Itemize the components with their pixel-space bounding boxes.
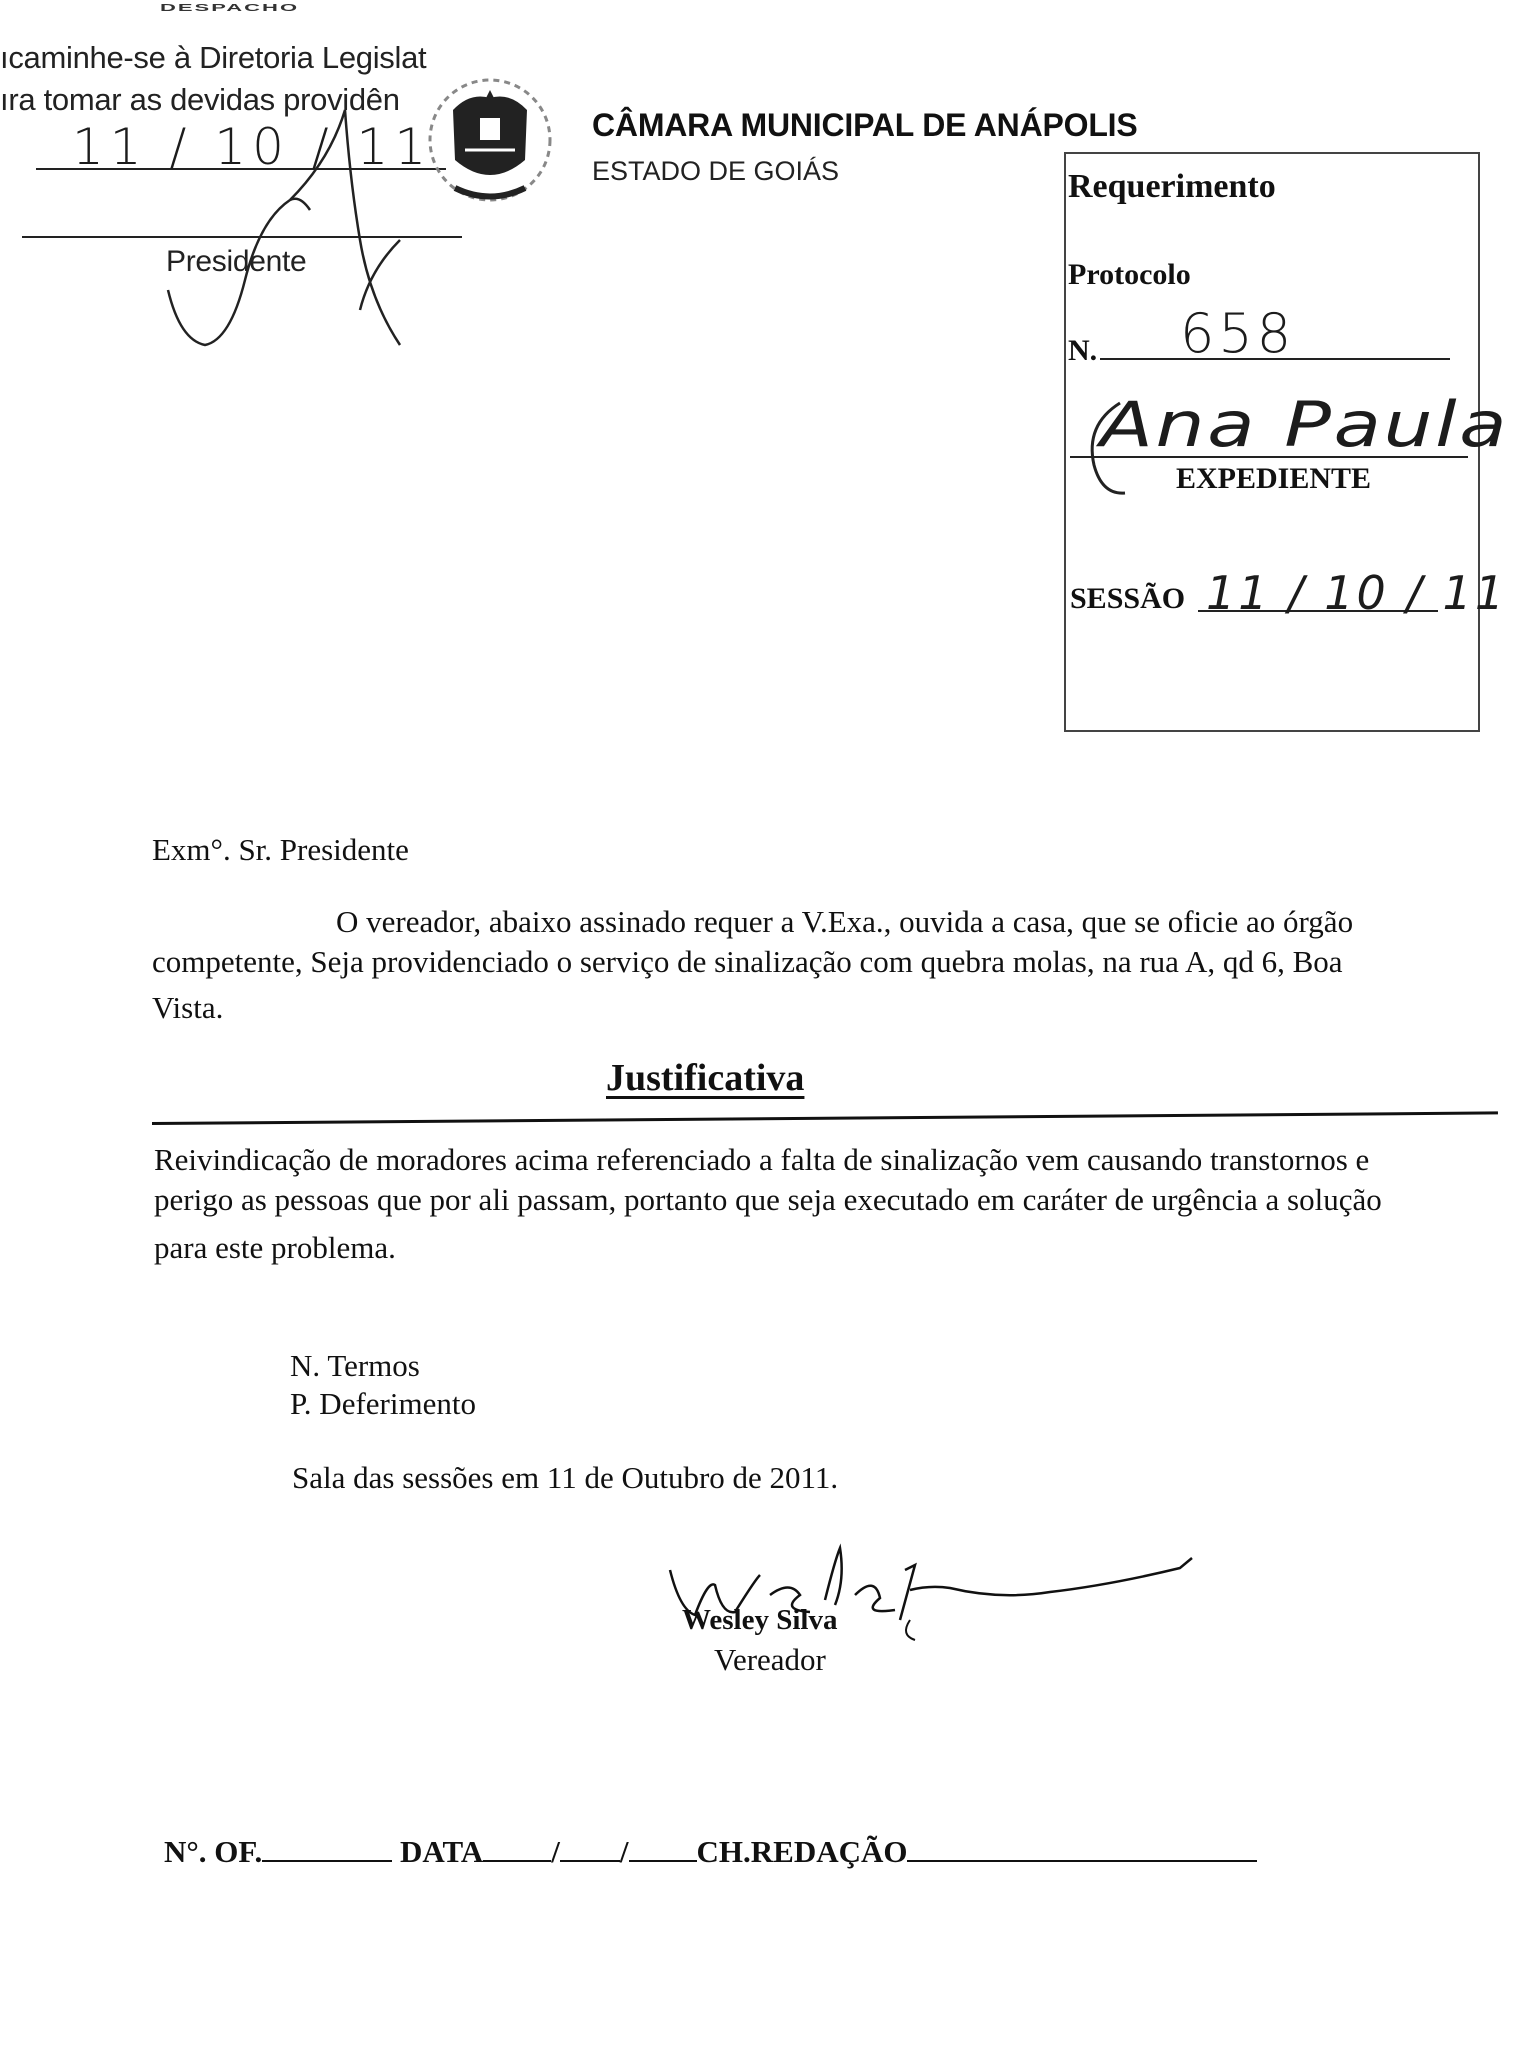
justification-line-2: perigo as pessoas que por ali passam, portanto que seja executado em caráter de urgência a solução [154,1182,1382,1217]
justification-title: Justificativa [606,1057,805,1099]
stamp-line-1: ıcaminhe-se à Diretoria Legislat [0,40,427,75]
stamp-role: Presidente [166,245,307,278]
protocol-number-value: 658 [1180,302,1296,365]
signer-role: Vereador [714,1642,826,1677]
protocolo-label: Protocolo [1068,258,1191,291]
justification-rule [152,1111,1498,1125]
footer-ch-blank [907,1836,1257,1862]
stamp-line-2: ıra tomar as devidas providên [0,82,400,117]
footer-year-blank [629,1836,697,1862]
request-line-2: competente, Seja providenciado o serviço de sinalização com quebra molas, na rua A, qd 6, Boa [152,944,1343,979]
closing-line-2: P. Deferimento [290,1386,476,1421]
institution-state: ESTADO DE GOIÁS [592,156,840,186]
protocol-signature-loop [1080,395,1140,505]
footer-date-sep-1: / [551,1834,560,1869]
footer-date-sep-2: / [619,1834,629,1869]
sessao-label: SESSÃO [1070,582,1186,615]
coat-of-arms-icon [425,70,555,210]
footer-ch-label: CH.REDAÇÃO [696,1834,908,1869]
justification-line-3: para este problema. [154,1230,396,1265]
footer-day-blank [483,1836,551,1862]
stamp-handwritten-date: 11 / 10 / 11 [72,118,433,176]
footer-month-blank [560,1836,620,1862]
protocol-signature: Ana Paula [1100,388,1510,461]
footer-fields [164,1834,1257,1870]
request-line-1: O vereador, abaixo assinado requer a V.Exa., ouvida a casa, que se oficie ao órgão [336,904,1354,939]
request-line-3: Vista. [152,990,224,1025]
signer-name: Wesley Silva [682,1604,838,1636]
expediente-label: EXPEDIENTE [1176,462,1372,495]
place-and-date: Sala das sessões em 11 de Outubro de 2011. [292,1460,839,1495]
salutation: Exm°. Sr. Presidente [152,832,409,867]
institution-name: CÂMARA MUNICIPAL DE ANÁPOLIS [592,107,1138,143]
footer-data-label: DATA [400,1834,484,1869]
closing-line-1: N. Termos [290,1348,420,1383]
protocol-number-label: N. [1068,334,1098,367]
footer-of-blank [262,1836,392,1862]
sessao-date: 11 / 10 / 11 [1206,566,1508,620]
stamp-signature [150,100,450,350]
protocol-box-title: Requerimento [1068,168,1276,205]
stamp-top-line: DESPACHO [160,2,300,14]
footer-of-label: N°. OF. [164,1834,263,1869]
justification-line-1: Reivindicação de moradores acima referenciado a falta de sinalização vem causando transtornos e [154,1142,1370,1177]
